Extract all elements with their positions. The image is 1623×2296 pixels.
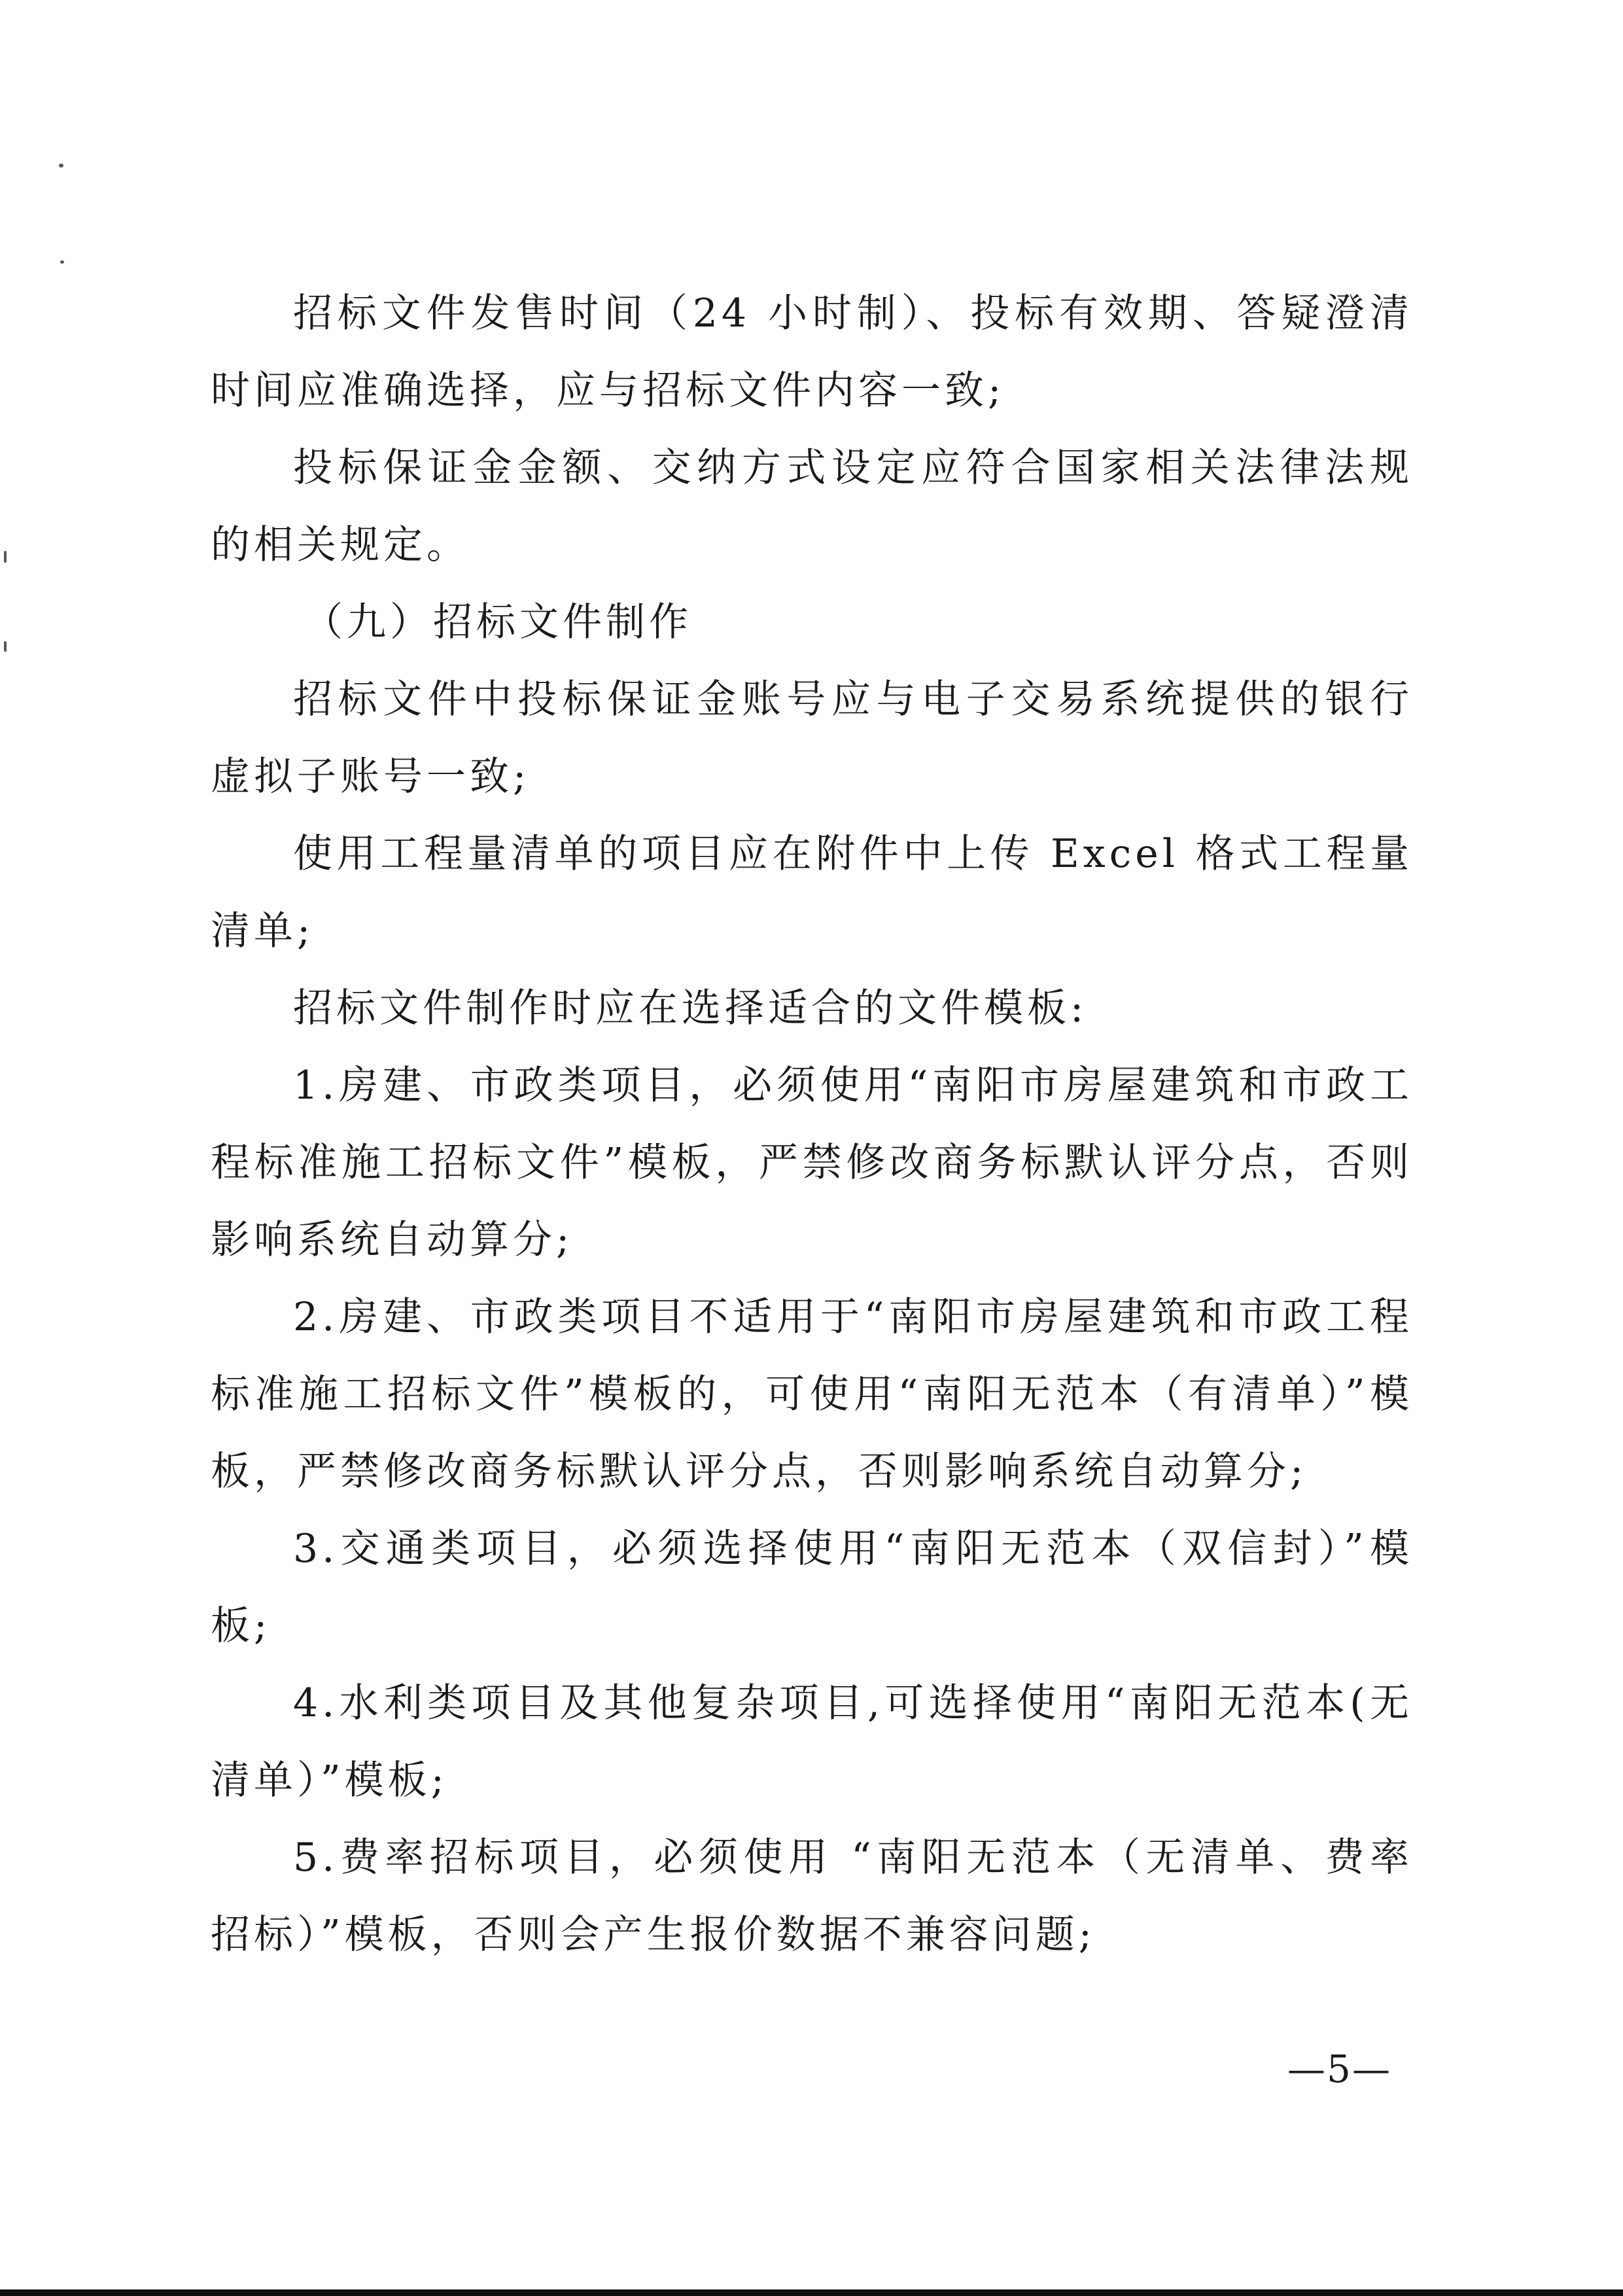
scan-speck	[4, 641, 7, 652]
section-heading: （九）招标文件制作	[304, 599, 692, 645]
scan-speck	[59, 164, 63, 168]
page-number: —5—	[1287, 2047, 1391, 2091]
scan-speck	[4, 551, 7, 563]
list-item: 5.费率招标项目，必须使用 “南阳无范本（无清单、费率招标）”模板，否则会产生报价数据不兼容问题;	[211, 1835, 1413, 1958]
paragraph: 投标保证金金额、交纳方式设定应符合国家相关法律法规的相关规定。	[211, 445, 1413, 568]
document-body	[211, 275, 1413, 1973]
list-item: 1.房建、市政类项目，必须使用“南阳市房屋建筑和市政工程标准施工招标文件”模板，严禁修改商务标默认评分点，否则影响系统自动算分;	[211, 1063, 1413, 1263]
paragraph: 使用工程量清单的项目应在附件中上传 Excel 格式工程量清单;	[211, 831, 1413, 954]
paragraph: 招标文件中投标保证金账号应与电子交易系统提供的银行虚拟子账号一致;	[211, 677, 1413, 800]
paragraph: 招标文件发售时间（24 小时制）、投标有效期、答疑澄清时间应准确选择，应与招标文件内容一致;	[211, 291, 1413, 414]
scan-speck	[60, 260, 64, 264]
list-item: 3.交通类项目，必须选择使用“南阳无范本（双信封）”模板;	[211, 1526, 1413, 1649]
scan-bottom-edge	[0, 2289, 1623, 2296]
list-item: 2.房建、市政类项目不适用于“南阳市房屋建筑和市政工程标准施工招标文件”模板的，可使用“南阳无范本（有清单）”模板，严禁修改商务标默认评分点，否则影响系统自动算分;	[211, 1294, 1413, 1494]
paragraph: 招标文件制作时应在选择适合的文件模板:	[293, 985, 1088, 1031]
list-item: 4.水利类项目及其他复杂项目,可选择使用“南阳无范本(无清单）”模板;	[211, 1680, 1413, 1803]
